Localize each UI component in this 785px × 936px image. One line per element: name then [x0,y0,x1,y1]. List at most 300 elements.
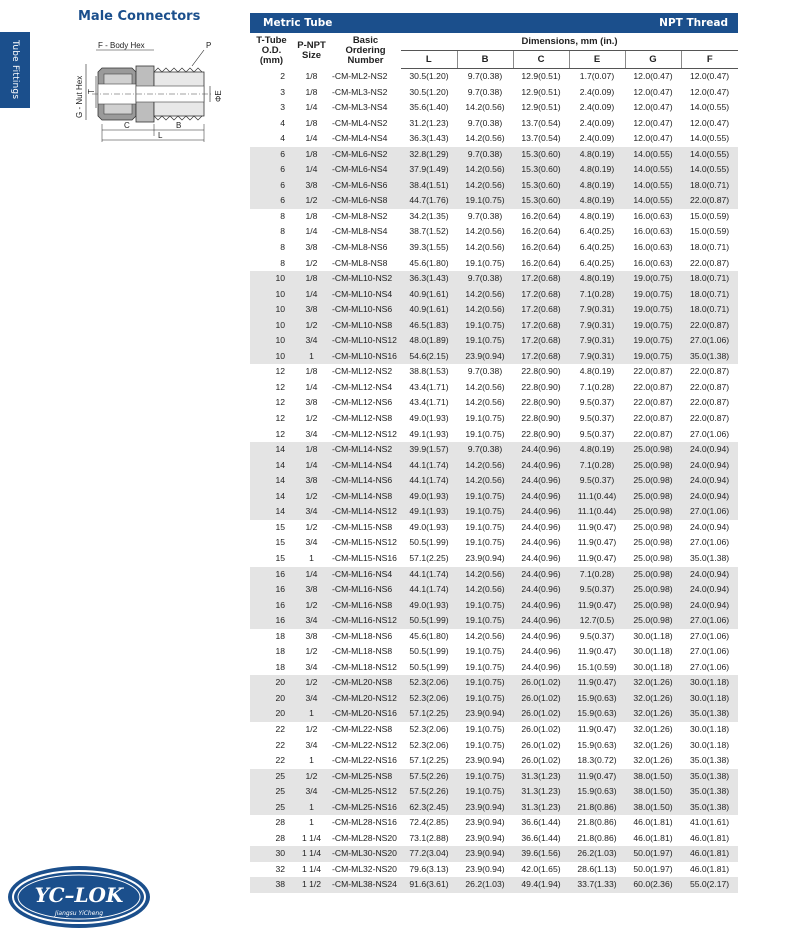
cell-dim-b: 23.9(0.94) [465,552,505,563]
cell-dim-f: 35.0(1.38) [681,769,738,785]
cell-npt-size: 1 1/4 [301,863,322,874]
cell-npt-size: 1 1/2 [293,877,330,893]
cell-dim-c: 16.2(0.64) [521,257,561,268]
cell-dim-b: 14.2(0.56) [465,226,505,237]
cell-dim-b: 23.9(0.94) [465,755,505,766]
cell-tube-od: 10 [250,349,293,365]
table-row [250,69,738,85]
table-row [250,660,738,676]
cell-ordering-number: -CM-ML16-NS8 [330,598,401,614]
cell-ordering-number: -CM-ML10-NS16 [330,349,401,365]
table-row [250,193,738,209]
cell-dim-e: 6.4(0.25) [579,242,615,253]
cell-dim-b: 14.2(0.56) [457,582,513,598]
cell-dim-l: 52.3(2.06) [401,675,457,691]
cell-dim-e: 6.4(0.25) [579,257,615,268]
cell-dim-f: 14.0(0.55) [681,162,738,178]
cell-ordering-number: -CM-ML16-NS4 [330,567,401,583]
cell-npt-size: 3/8 [293,178,330,194]
cell-dim-g: 25.0(0.98) [633,552,673,563]
cell-dim-e: 9.5(0.37) [579,397,615,408]
cell-dim-b: 9.7(0.38) [467,210,503,221]
table-row [250,411,738,427]
cell-dim-e: 11.9(0.47) [569,598,625,614]
cell-dim-f: 22.0(0.87) [689,413,730,424]
cell-dim-c: 22.8(0.90) [521,413,561,424]
cell-dim-g: 16.0(0.63) [633,257,673,268]
cell-npt-size: 1/2 [305,413,318,424]
cell-dim-e: 11.9(0.47) [577,521,617,532]
table-row [250,784,738,800]
cell-dim-b: 19.1(0.75) [457,333,513,349]
cell-npt-size: 1/2 [293,193,330,209]
cell-dim-b: 19.1(0.75) [457,489,513,505]
col-dim-f: F [681,51,738,69]
cell-dim-l: 79.6(3.13) [409,863,449,874]
cell-dim-g: 22.0(0.87) [633,366,673,377]
cell-dim-f: 27.0(1.06) [689,428,730,439]
cell-npt-size: 1/4 [293,287,330,303]
cell-npt-size: 1/2 [305,257,318,268]
cell-dim-g: 32.0(1.26) [625,675,681,691]
cell-dim-g: 12.0(0.47) [633,133,673,144]
cell-dim-g: 12.0(0.47) [633,117,673,128]
cell-dim-g: 25.0(0.98) [625,489,681,505]
section-side-tab[interactable] [0,32,30,108]
cell-tube-od: 14 [250,442,293,458]
cell-dim-g: 38.0(1.50) [625,800,681,816]
cell-dim-c: 22.8(0.90) [521,397,561,408]
cell-npt-size: 1/2 [305,646,318,657]
col-dim-b: B [457,51,513,69]
cell-dim-g: 22.0(0.87) [633,428,673,439]
cell-dim-b: 23.9(0.94) [457,349,513,365]
cell-dim-g: 25.0(0.98) [625,458,681,474]
cell-dim-l: 36.3(1.43) [409,133,449,144]
cell-ordering-number: -CM-ML22-NS8 [332,723,393,734]
cell-dim-c: 17.2(0.68) [513,271,569,287]
table-row [250,333,738,349]
cell-dim-c: 42.0(1.65) [521,863,561,874]
cell-dim-e: 2.4(0.09) [579,86,615,97]
cell-dim-b: 9.7(0.38) [467,86,503,97]
cell-dim-c: 26.0(1.02) [513,691,569,707]
cell-ordering-number: -CM-ML8-NS2 [332,210,388,221]
cell-npt-size: 3/4 [305,537,318,548]
cell-dim-g: 25.0(0.98) [625,567,681,583]
cell-dim-g: 14.0(0.55) [625,193,681,209]
cell-dim-e: 7.1(0.28) [569,567,625,583]
cell-npt-size: 1 1/4 [293,846,330,862]
cell-ordering-number: -CM-ML18-NS8 [332,646,393,657]
cell-dim-g: 30.0(1.18) [633,630,673,641]
cell-ordering-number: -CM-ML28-NS16 [332,817,397,828]
cell-ordering-number: -CM-ML6-NS2 [330,147,401,163]
cell-dim-c: 12.9(0.51) [521,102,561,113]
cell-ordering-number: -CM-ML14-NS12 [330,504,401,520]
cell-dim-c: 31.3(1.23) [513,769,569,785]
cell-dim-f: 24.0(0.94) [681,458,738,474]
cell-dim-g: 19.0(0.75) [625,302,681,318]
cell-dim-g: 16.0(0.63) [633,210,673,221]
cell-tube-od: 8 [280,257,285,268]
cell-dim-l: 49.0(1.93) [409,413,449,424]
cell-dim-f: 24.0(0.94) [689,521,730,532]
cell-tube-od: 22 [275,739,285,750]
cell-dim-f: 27.0(1.06) [689,646,730,657]
table-row [250,271,738,287]
cell-dim-g: 60.0(2.36) [625,877,681,893]
cell-dim-l: 31.2(1.23) [409,117,449,128]
cell-dim-c: 24.4(0.96) [513,458,569,474]
cell-dim-f: 14.0(0.55) [681,147,738,163]
cell-dim-l: 44.1(1.74) [401,582,457,598]
col-tube-od: T-Tube O.D. (mm) [256,34,287,66]
cell-dim-c: 17.2(0.68) [513,318,569,334]
cell-ordering-number: -CM-ML22-NS12 [332,739,397,750]
cell-dim-b: 23.9(0.94) [465,817,505,828]
cell-tube-od: 25 [250,769,293,785]
cell-dim-e: 4.8(0.19) [569,271,625,287]
cell-ordering-number: -CM-ML3-NS4 [332,102,388,113]
cell-dim-l: 32.8(1.29) [401,147,457,163]
cell-dim-e: 11.9(0.47) [577,537,617,548]
cell-ordering-number: -CM-ML30-NS20 [330,846,401,862]
cell-dim-c: 24.4(0.96) [521,661,561,672]
cell-dim-g: 32.0(1.26) [625,706,681,722]
cell-dim-b: 14.2(0.56) [465,381,505,392]
table-row [250,85,738,101]
table-row [250,458,738,474]
cell-dim-g: 30.0(1.18) [633,661,673,672]
cell-ordering-number: -CM-ML14-NS8 [330,489,401,505]
cell-ordering-number: -CM-ML3-NS2 [332,86,388,97]
cell-dim-g: 25.0(0.98) [633,521,673,532]
table-row [250,535,738,551]
cell-dim-f: 22.0(0.87) [689,381,730,392]
cell-dim-g: 14.0(0.55) [625,147,681,163]
cell-dim-f: 18.0(0.71) [681,287,738,303]
cell-npt-size: 3/4 [293,333,330,349]
cell-ordering-number: -CM-ML4-NS2 [332,117,388,128]
cell-dim-e: 21.8(0.86) [569,800,625,816]
cell-ordering-number: -CM-ML15-NS8 [332,521,393,532]
cell-npt-size: 1/4 [305,133,318,144]
cell-dim-b: 9.7(0.38) [467,366,503,377]
cell-dim-e: 7.9(0.31) [569,333,625,349]
cell-ordering-number: -CM-ML6-NS8 [330,193,401,209]
cell-tube-od: 10 [250,287,293,303]
cell-npt-size: 1/2 [293,489,330,505]
cell-dim-c: 16.2(0.64) [521,210,561,221]
cell-npt-size: 3/4 [293,784,330,800]
t-label: T [87,89,96,94]
cell-tube-od: 14 [250,458,293,474]
cell-dim-b: 23.9(0.94) [457,706,513,722]
cell-dim-c: 26.0(1.02) [521,755,561,766]
cell-tube-od: 18 [275,646,285,657]
cell-dim-b: 23.9(0.94) [457,846,513,862]
cell-dim-l: 44.1(1.74) [401,458,457,474]
cell-dim-b: 26.2(1.03) [457,877,513,893]
cell-dim-e: 11.1(0.44) [569,489,625,505]
cell-dim-f: 22.0(0.87) [689,257,730,268]
cell-dim-l: 77.2(3.04) [401,846,457,862]
cell-dim-b: 19.1(0.75) [465,723,505,734]
cell-dim-c: 26.0(1.02) [521,723,561,734]
cell-dim-e: 26.2(1.03) [569,846,625,862]
cell-tube-od: 16 [250,598,293,614]
cell-dim-f: 24.0(0.94) [681,489,738,505]
cell-dim-c: 16.2(0.64) [521,242,561,253]
cell-ordering-number: -CM-ML15-NS16 [332,552,397,563]
cell-dim-e: 4.8(0.19) [569,442,625,458]
cell-ordering-number: -CM-ML22-NS16 [332,755,397,766]
cell-tube-od: 6 [250,162,293,178]
cell-dim-f: 24.0(0.94) [681,442,738,458]
cell-dim-c: 31.3(1.23) [513,784,569,800]
table-row [250,598,738,614]
cell-dim-f: 15.0(0.59) [689,210,730,221]
col-ordering-number: Basic Ordering Number [345,34,386,66]
cell-dim-g: 12.0(0.47) [633,102,673,113]
cell-npt-size: 1/2 [305,723,318,734]
cell-dim-e: 15.9(0.63) [577,739,617,750]
table-row [250,862,738,878]
cell-dim-l: 39.9(1.57) [401,442,457,458]
cell-ordering-number: -CM-ML18-NS12 [332,661,397,672]
cell-dim-c: 22.8(0.90) [521,381,561,392]
cell-dim-c: 39.6(1.56) [513,846,569,862]
table-row [250,769,738,785]
cell-dim-f: 18.0(0.71) [689,242,730,253]
cell-npt-size: 1/8 [293,147,330,163]
cell-npt-size: 1/8 [293,442,330,458]
cell-tube-od: 12 [275,366,285,377]
cell-dim-l: 30.5(1.20) [409,71,449,81]
cell-dim-l: 52.3(2.06) [401,691,457,707]
cell-npt-size: 3/8 [305,397,318,408]
body-hex-label: F - Body Hex [98,41,145,50]
cell-dim-c: 15.3(0.60) [513,178,569,194]
cell-ordering-number: -CM-ML6-NS4 [330,162,401,178]
cell-ordering-number: -CM-ML20-NS16 [330,706,401,722]
metric-tube-title: Metric Tube [263,17,333,29]
cell-dim-b: 19.1(0.75) [457,504,513,520]
cell-dim-e: 15.9(0.63) [569,691,625,707]
cell-tube-od: 30 [250,846,293,862]
cell-tube-od: 12 [275,428,285,439]
cell-dim-l: 49.1(1.93) [409,428,449,439]
cell-dim-l: 46.5(1.83) [401,318,457,334]
cell-dim-f: 15.0(0.59) [689,226,730,237]
cell-dim-c: 26.0(1.02) [513,706,569,722]
cell-dim-g: 25.0(0.98) [625,582,681,598]
cell-ordering-number: -CM-ML16-NS12 [330,613,401,629]
cell-npt-size: 1 1/4 [301,832,322,843]
cell-tube-od: 25 [250,800,293,816]
cell-npt-size: 1/8 [305,210,318,221]
table-row [250,691,738,707]
table-row [250,551,738,567]
cell-dim-g: 22.0(0.87) [633,413,673,424]
cell-dim-e: 7.1(0.28) [569,287,625,303]
table-row [250,224,738,240]
cell-dim-e: 4.8(0.19) [569,178,625,194]
cell-dim-e: 2.4(0.09) [579,117,615,128]
cell-dim-f: 27.0(1.06) [689,630,730,641]
col-dim-c: C [513,51,569,69]
cell-dim-f: 46.0(1.81) [681,846,738,862]
cell-dim-e: 28.6(1.13) [577,863,617,874]
cell-ordering-number: -CM-ML16-NS6 [330,582,401,598]
cell-npt-size: 3/4 [293,613,330,629]
npt-thread-title: NPT Thread [659,17,728,29]
cell-tube-od: 16 [250,613,293,629]
cell-dim-c: 22.8(0.90) [521,428,561,439]
cell-dim-b: 14.2(0.56) [457,567,513,583]
cell-ordering-number: -CM-ML15-NS12 [332,537,397,548]
cell-tube-od: 18 [275,630,285,641]
cell-dim-l: 49.0(1.93) [409,521,449,532]
cell-npt-size: 1 [293,349,330,365]
cell-dim-f: 18.0(0.71) [681,302,738,318]
table-title-bar [250,13,738,33]
cell-npt-size: 3/8 [293,582,330,598]
cell-dim-e: 11.9(0.47) [569,769,625,785]
cell-ordering-number: -CM-ML10-NS8 [330,318,401,334]
cell-dim-e: 1.7(0.07) [579,71,615,81]
cell-dim-f: 46.0(1.81) [689,832,730,843]
cell-dim-f: 30.0(1.18) [689,723,730,734]
logo-subtitle: Jiangsu YiCheng [54,910,104,917]
cell-dim-l: 35.6(1.40) [409,102,449,113]
cell-dim-g: 19.0(0.75) [625,287,681,303]
cell-dim-e: 33.7(1.33) [569,877,625,893]
col-dim-e: E [569,51,625,69]
dimensions-group-header: Dimensions, mm (in.) [401,33,738,51]
cell-dim-c: 15.3(0.60) [513,162,569,178]
cell-tube-od: 12 [275,413,285,424]
cell-dim-g: 25.0(0.98) [625,598,681,614]
table-row [250,520,738,536]
cell-dim-c: 24.4(0.96) [521,552,561,563]
cell-dim-c: 24.4(0.96) [513,442,569,458]
table-row [250,240,738,256]
cell-dim-c: 24.4(0.96) [513,567,569,583]
cell-dim-f: 24.0(0.94) [681,473,738,489]
cell-dim-l: 43.4(1.71) [409,381,449,392]
table-row [250,504,738,520]
cell-dim-c: 24.4(0.96) [513,598,569,614]
cell-tube-od: 6 [250,178,293,194]
table-row [250,831,738,847]
cell-dim-c: 12.9(0.51) [521,71,561,81]
cell-dim-e: 4.8(0.19) [569,147,625,163]
page-title: Male Connectors [78,9,201,24]
cell-npt-size: 1/4 [305,381,318,392]
cell-dim-c: 26.0(1.02) [513,675,569,691]
cell-dim-g: 19.0(0.75) [625,349,681,365]
cell-ordering-number: -CM-ML12-NS4 [332,381,393,392]
cell-ordering-number: -CM-ML6-NS6 [330,178,401,194]
cell-dim-e: 11.9(0.47) [577,552,617,563]
cell-dim-f: 27.0(1.06) [681,613,738,629]
table-row [250,364,738,380]
cell-dim-g: 22.0(0.87) [633,381,673,392]
cell-dim-e: 11.1(0.44) [569,504,625,520]
cell-npt-size: 1/2 [293,598,330,614]
cell-tube-od: 3 [280,86,285,97]
cell-dim-e: 7.1(0.28) [579,381,615,392]
cell-npt-size: 1/8 [293,271,330,287]
cell-npt-size: 1/4 [293,458,330,474]
table-row [250,162,738,178]
cell-tube-od: 15 [275,552,285,563]
cell-dim-g: 38.0(1.50) [625,784,681,800]
cell-dim-b: 19.1(0.75) [457,598,513,614]
cell-tube-od: 28 [275,817,285,828]
cell-dim-f: 24.0(0.94) [681,598,738,614]
cell-dim-l: 54.6(2.15) [401,349,457,365]
cell-dim-e: 4.8(0.19) [579,210,615,221]
cell-dim-b: 14.2(0.56) [457,458,513,474]
cell-npt-size: 1/4 [305,102,318,113]
cell-tube-od: 15 [275,521,285,532]
cell-dim-e: 11.9(0.47) [577,723,617,734]
table-row [250,706,738,722]
cell-npt-size: 3/4 [293,504,330,520]
cell-dim-c: 15.3(0.60) [513,193,569,209]
cell-dim-b: 19.1(0.75) [465,537,505,548]
cell-dim-g: 30.0(1.18) [633,646,673,657]
cell-dim-c: 31.3(1.23) [513,800,569,816]
side-tab-label: Tube Fittings [10,40,20,100]
cell-dim-f: 27.0(1.06) [689,661,730,672]
cell-tube-od: 10 [250,318,293,334]
table-row [250,302,738,318]
table-row [250,178,738,194]
cell-dim-l: 30.5(1.20) [409,86,449,97]
cell-npt-size: 3/8 [293,302,330,318]
cell-dim-e: 11.9(0.47) [569,675,625,691]
cell-dim-c: 36.6(1.44) [521,832,561,843]
cell-dim-l: 57.5(2.26) [401,769,457,785]
cell-dim-f: 30.0(1.18) [689,739,730,750]
logo-name: YC–LOK [34,883,124,907]
cell-dim-g: 16.0(0.63) [633,226,673,237]
cell-dim-e: 11.9(0.47) [577,646,617,657]
b-label: B [176,121,182,130]
cell-ordering-number: -CM-ML8-NS4 [332,226,388,237]
table-row [250,846,738,862]
col-npt-size: P-NPT Size [297,39,326,61]
dimensions-table [250,13,738,893]
cell-dim-f: 27.0(1.06) [681,333,738,349]
cell-ordering-number: -CM-ML12-NS8 [332,413,393,424]
cell-dim-f: 35.0(1.38) [681,784,738,800]
cell-dim-b: 9.7(0.38) [467,117,503,128]
nut-hex-label: G - Nut Hex [75,75,84,118]
cell-dim-e: 21.8(0.86) [577,832,617,843]
cell-dim-c: 17.2(0.68) [513,349,569,365]
cell-dim-g: 32.0(1.26) [633,739,673,750]
cell-dim-g: 25.0(0.98) [625,504,681,520]
cell-dim-e: 7.9(0.31) [569,318,625,334]
cell-dim-f: 27.0(1.06) [689,537,730,548]
cell-npt-size: 3/4 [305,739,318,750]
cell-dim-g: 25.0(0.98) [625,442,681,458]
